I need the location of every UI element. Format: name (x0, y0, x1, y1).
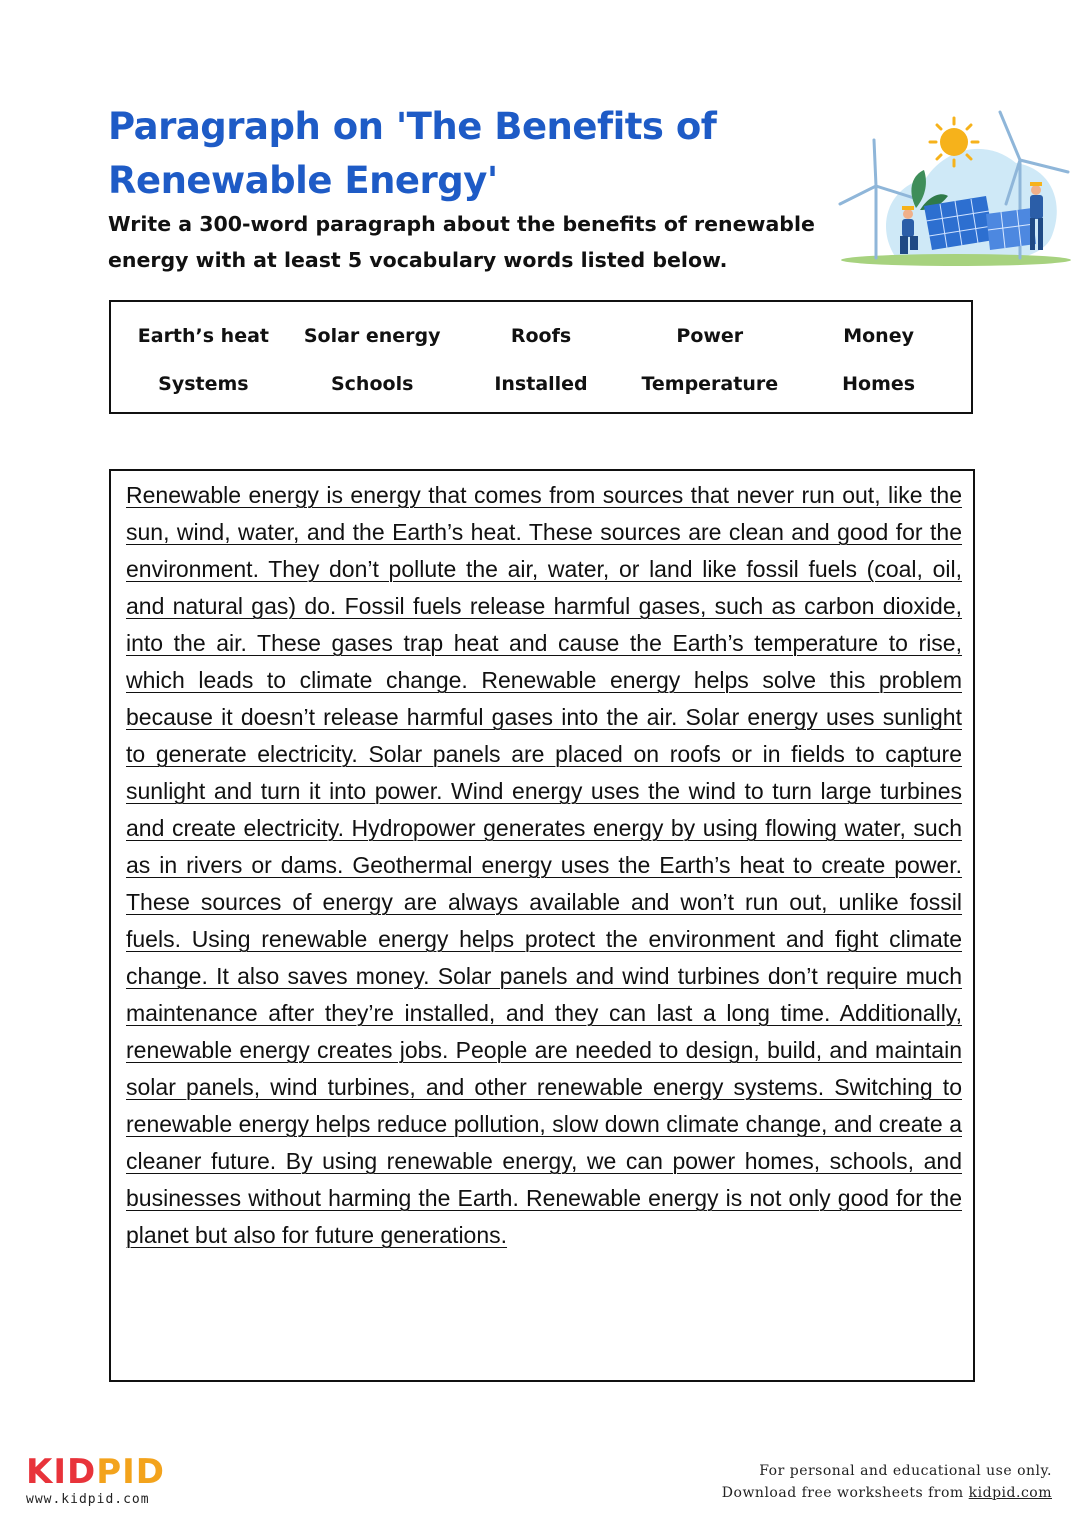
logo-pid-part: PID (96, 1452, 166, 1492)
kidpid-logo[interactable] (26, 1452, 176, 1514)
logo-kid-part: KID (26, 1452, 97, 1492)
vocab-word: Schools (330, 373, 414, 395)
renewable-energy-illustration (836, 108, 1076, 268)
worksheet-title: Paragraph on 'The Benefits of Renewable Energy' (108, 105, 717, 202)
answer-paragraph-box (109, 469, 975, 1382)
footer-kidpid-link[interactable]: kidpid.com (968, 1485, 1052, 1501)
worksheet-instructions: Write a 300-word paragraph about the benefits of renewable energy with at least 5 vocabulary words listed below. (108, 212, 815, 272)
vocab-word: Temperature (641, 373, 779, 395)
logo-text (26, 1452, 165, 1492)
footer-download-text: Download free worksheets from (721, 1485, 964, 1501)
footer-note (722, 1460, 1052, 1504)
vocab-word: Systems (158, 373, 249, 395)
answer-paragraph: Renewable energy is energy that comes from sources that never run out, like the sun, wind, water, and the Earth’s heat. These sources are clean and good for the environment. They don’t pollute the air, water, or land like fossil fuels (coal, oil, and natural gas) do. Fossil fuels release harmful gases, such as carbon dioxide, into the air. These gases trap heat and cause the Earth’s temperature to rise, which leads to climate change. Renewable energy helps solve this problem because it doesn’t release harmful gases into the air. Solar energy uses sunlight to generate electricity. Solar panels are placed on roofs or in fields to capture sunlight and turn it into power. Wind energy uses the wind to turn large turbines and create electricity. Hydropower generates energy by using flowing water, such as in rivers or dams. Geothermal energy uses the Earth’s heat to create power. These sources of energy are always available and won’t run out, unlike fossil fuels. Using renewable energy helps protect the environment and fight climate change. It also saves money. Solar panels and wind turbines don’t require much maintenance after they’re installed, and they can last a long time. Additionally, renewable energy creates jobs. People are needed to design, build, and maintain solar panels, wind turbines, and other renewable energy systems. Switching to renewable energy helps reduce pollution, slow down climate change, and create a cleaner future. By using renewable energy, we can power homes, schools, and businesses without harming the Earth. Renewable energy is not only good for the planet but also for future generations. (126, 482, 962, 1248)
vocab-word: Installed (494, 373, 588, 395)
footer-usage-line: For personal and educational use only. (759, 1463, 1052, 1479)
vocab-word: Homes (842, 373, 916, 395)
vocab-word: Solar energy (303, 325, 441, 347)
vocab-word: Roofs (510, 325, 572, 347)
vocabulary-grid (111, 302, 971, 408)
footer-download-line (722, 1482, 1052, 1504)
vocab-word: Money (843, 325, 914, 347)
sun-icon (930, 118, 978, 166)
logo-url: www.kidpid.com (26, 1492, 150, 1507)
vocabulary-box (109, 300, 973, 414)
vocab-word: Earth’s heat (137, 325, 270, 347)
vocab-word: Power (676, 325, 744, 347)
logo-wordmark (26, 1452, 176, 1492)
